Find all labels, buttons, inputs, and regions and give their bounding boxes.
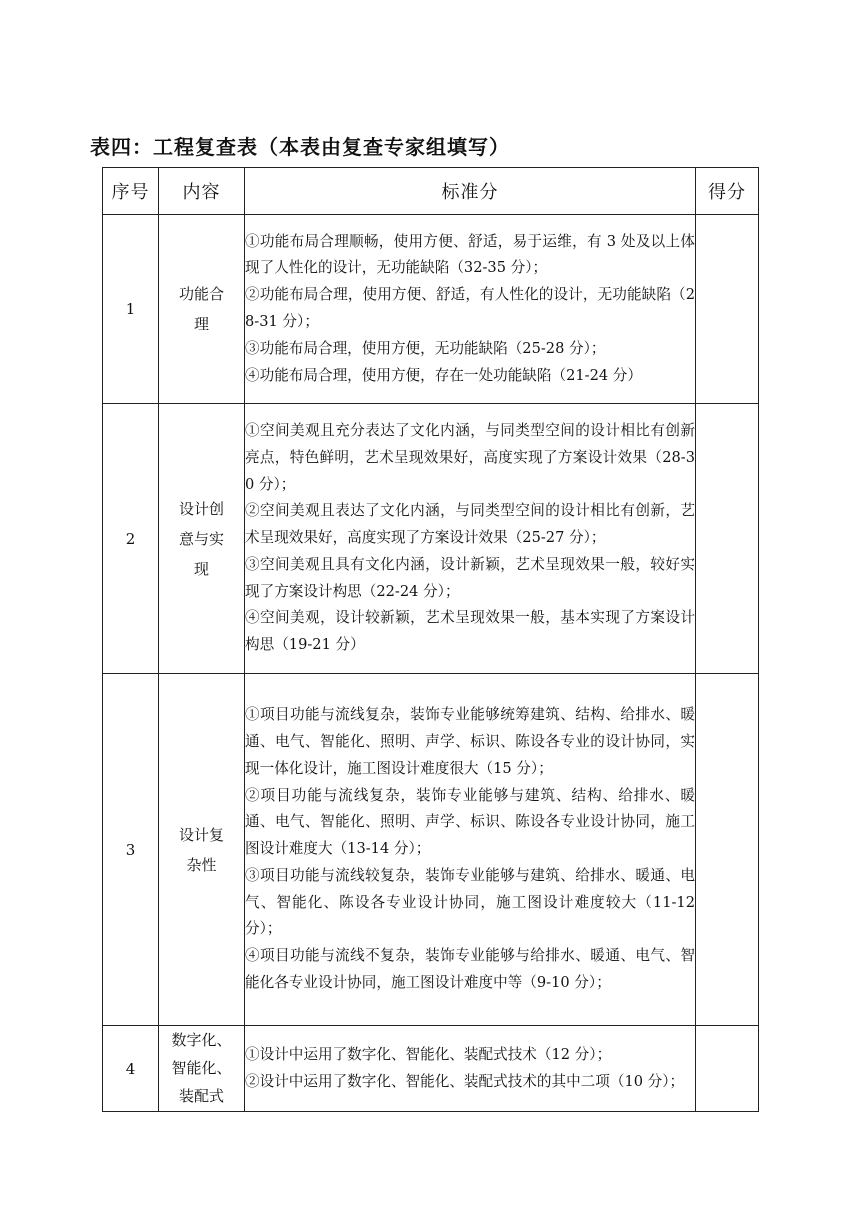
criteria-item: ③项目功能与流线较复杂，装饰专业能够与建筑、给排水、暖通、电气、智能化、陈设各专业设计协同，施工图设计难度较大（11-12 分）； <box>245 866 695 938</box>
row-content-cell <box>159 404 245 674</box>
row-content: 设计创意与实现 <box>178 499 224 578</box>
criteria-item: ④项目功能与流线不复杂，装饰专业能够与给排水、暖通、电气、智能化各专业设计协同，施工图设计难度中等（9-10 分）； <box>245 947 695 992</box>
table-row <box>103 674 759 1026</box>
row-score[interactable] <box>696 674 759 1026</box>
criteria-item: ④功能布局合理，使用方便，存在一处功能缺陷（21-24 分） <box>245 366 642 384</box>
row-content: 设计复杂性 <box>178 825 224 874</box>
table-row <box>103 1026 759 1112</box>
row-content: 功能合理 <box>178 285 224 333</box>
header-criteria: 标准分 <box>245 168 696 215</box>
criteria-item: ②功能布局合理，使用方便、舒适，有人性化的设计，无功能缺陷（28-31 分）； <box>245 286 695 330</box>
table-row <box>103 404 759 674</box>
criteria-item: ④空间美观，设计较新颖，艺术呈现效果一般，基本实现了方案设计构思（19-21 分） <box>245 609 695 654</box>
row-score[interactable] <box>696 404 759 674</box>
criteria-item: ②项目功能与流线复杂，装饰专业能够与建筑、结构、给排水、暖通、电气、智能化、照明、声学、标识、陈设各专业设计协同，施工图设计难度大（13-14 分）； <box>245 786 695 858</box>
criteria-item: ③功能布局合理，使用方便，无功能缺陷（25-28 分）； <box>245 339 606 357</box>
row-score[interactable] <box>696 215 759 404</box>
review-table <box>102 167 759 1112</box>
criteria-item: ①项目功能与流线复杂，装饰专业能够统筹建筑、结构、给排水、暖通、电气、智能化、照明、声学、标识、陈设各专业的设计协同，实现一体化设计，施工图设计难度很大（15 分）； <box>245 706 695 777</box>
row-content: 数字化、智能化、装配式 <box>171 1031 232 1105</box>
criteria-item: ①功能布局合理顺畅，使用方便、舒适，易于运维，有 3 处及以上体现了人性化的设计，无功能缺陷（32-35 分）； <box>245 232 695 277</box>
criteria-item: ③空间美观且具有文化内涵，设计新颖，艺术呈现效果一般，较好实现了方案设计构思（22-24 分）； <box>245 555 695 600</box>
row-criteria <box>245 674 696 1026</box>
row-content-cell <box>159 1026 245 1112</box>
criteria-item: ②空间美观且表达了文化内涵，与同类型空间的设计相比有创新，艺术呈现效果好，高度实现了方案设计效果（25-27 分）； <box>245 502 695 547</box>
criteria-item: ①空间美观且充分表达了文化内涵，与同类型空间的设计相比有创新亮点，特色鲜明，艺术呈现效果好，高度实现了方案设计效果（28-30 分）； <box>245 421 695 493</box>
row-no: 2 <box>103 404 159 674</box>
row-score[interactable] <box>696 1026 759 1112</box>
row-no: 4 <box>103 1026 159 1112</box>
header-score: 得分 <box>696 168 759 215</box>
criteria-item: ①设计中运用了数字化、智能化、装配式技术（12 分）； <box>245 1045 612 1063</box>
row-criteria <box>245 404 696 674</box>
row-content-cell <box>159 674 245 1026</box>
header-content: 内容 <box>159 168 245 215</box>
row-criteria <box>245 1026 696 1112</box>
header-no: 序号 <box>103 168 159 215</box>
row-no: 3 <box>103 674 159 1026</box>
row-criteria <box>245 215 696 404</box>
page-title: 表四：工程复查表（本表由复查专家组填写） <box>90 135 510 159</box>
criteria-item: ②设计中运用了数字化、智能化、装配式技术的其中二项（10 分）； <box>245 1072 685 1090</box>
row-no: 1 <box>103 215 159 404</box>
table-header-row <box>103 168 759 215</box>
table-row <box>103 215 759 404</box>
row-content-cell <box>159 215 245 404</box>
